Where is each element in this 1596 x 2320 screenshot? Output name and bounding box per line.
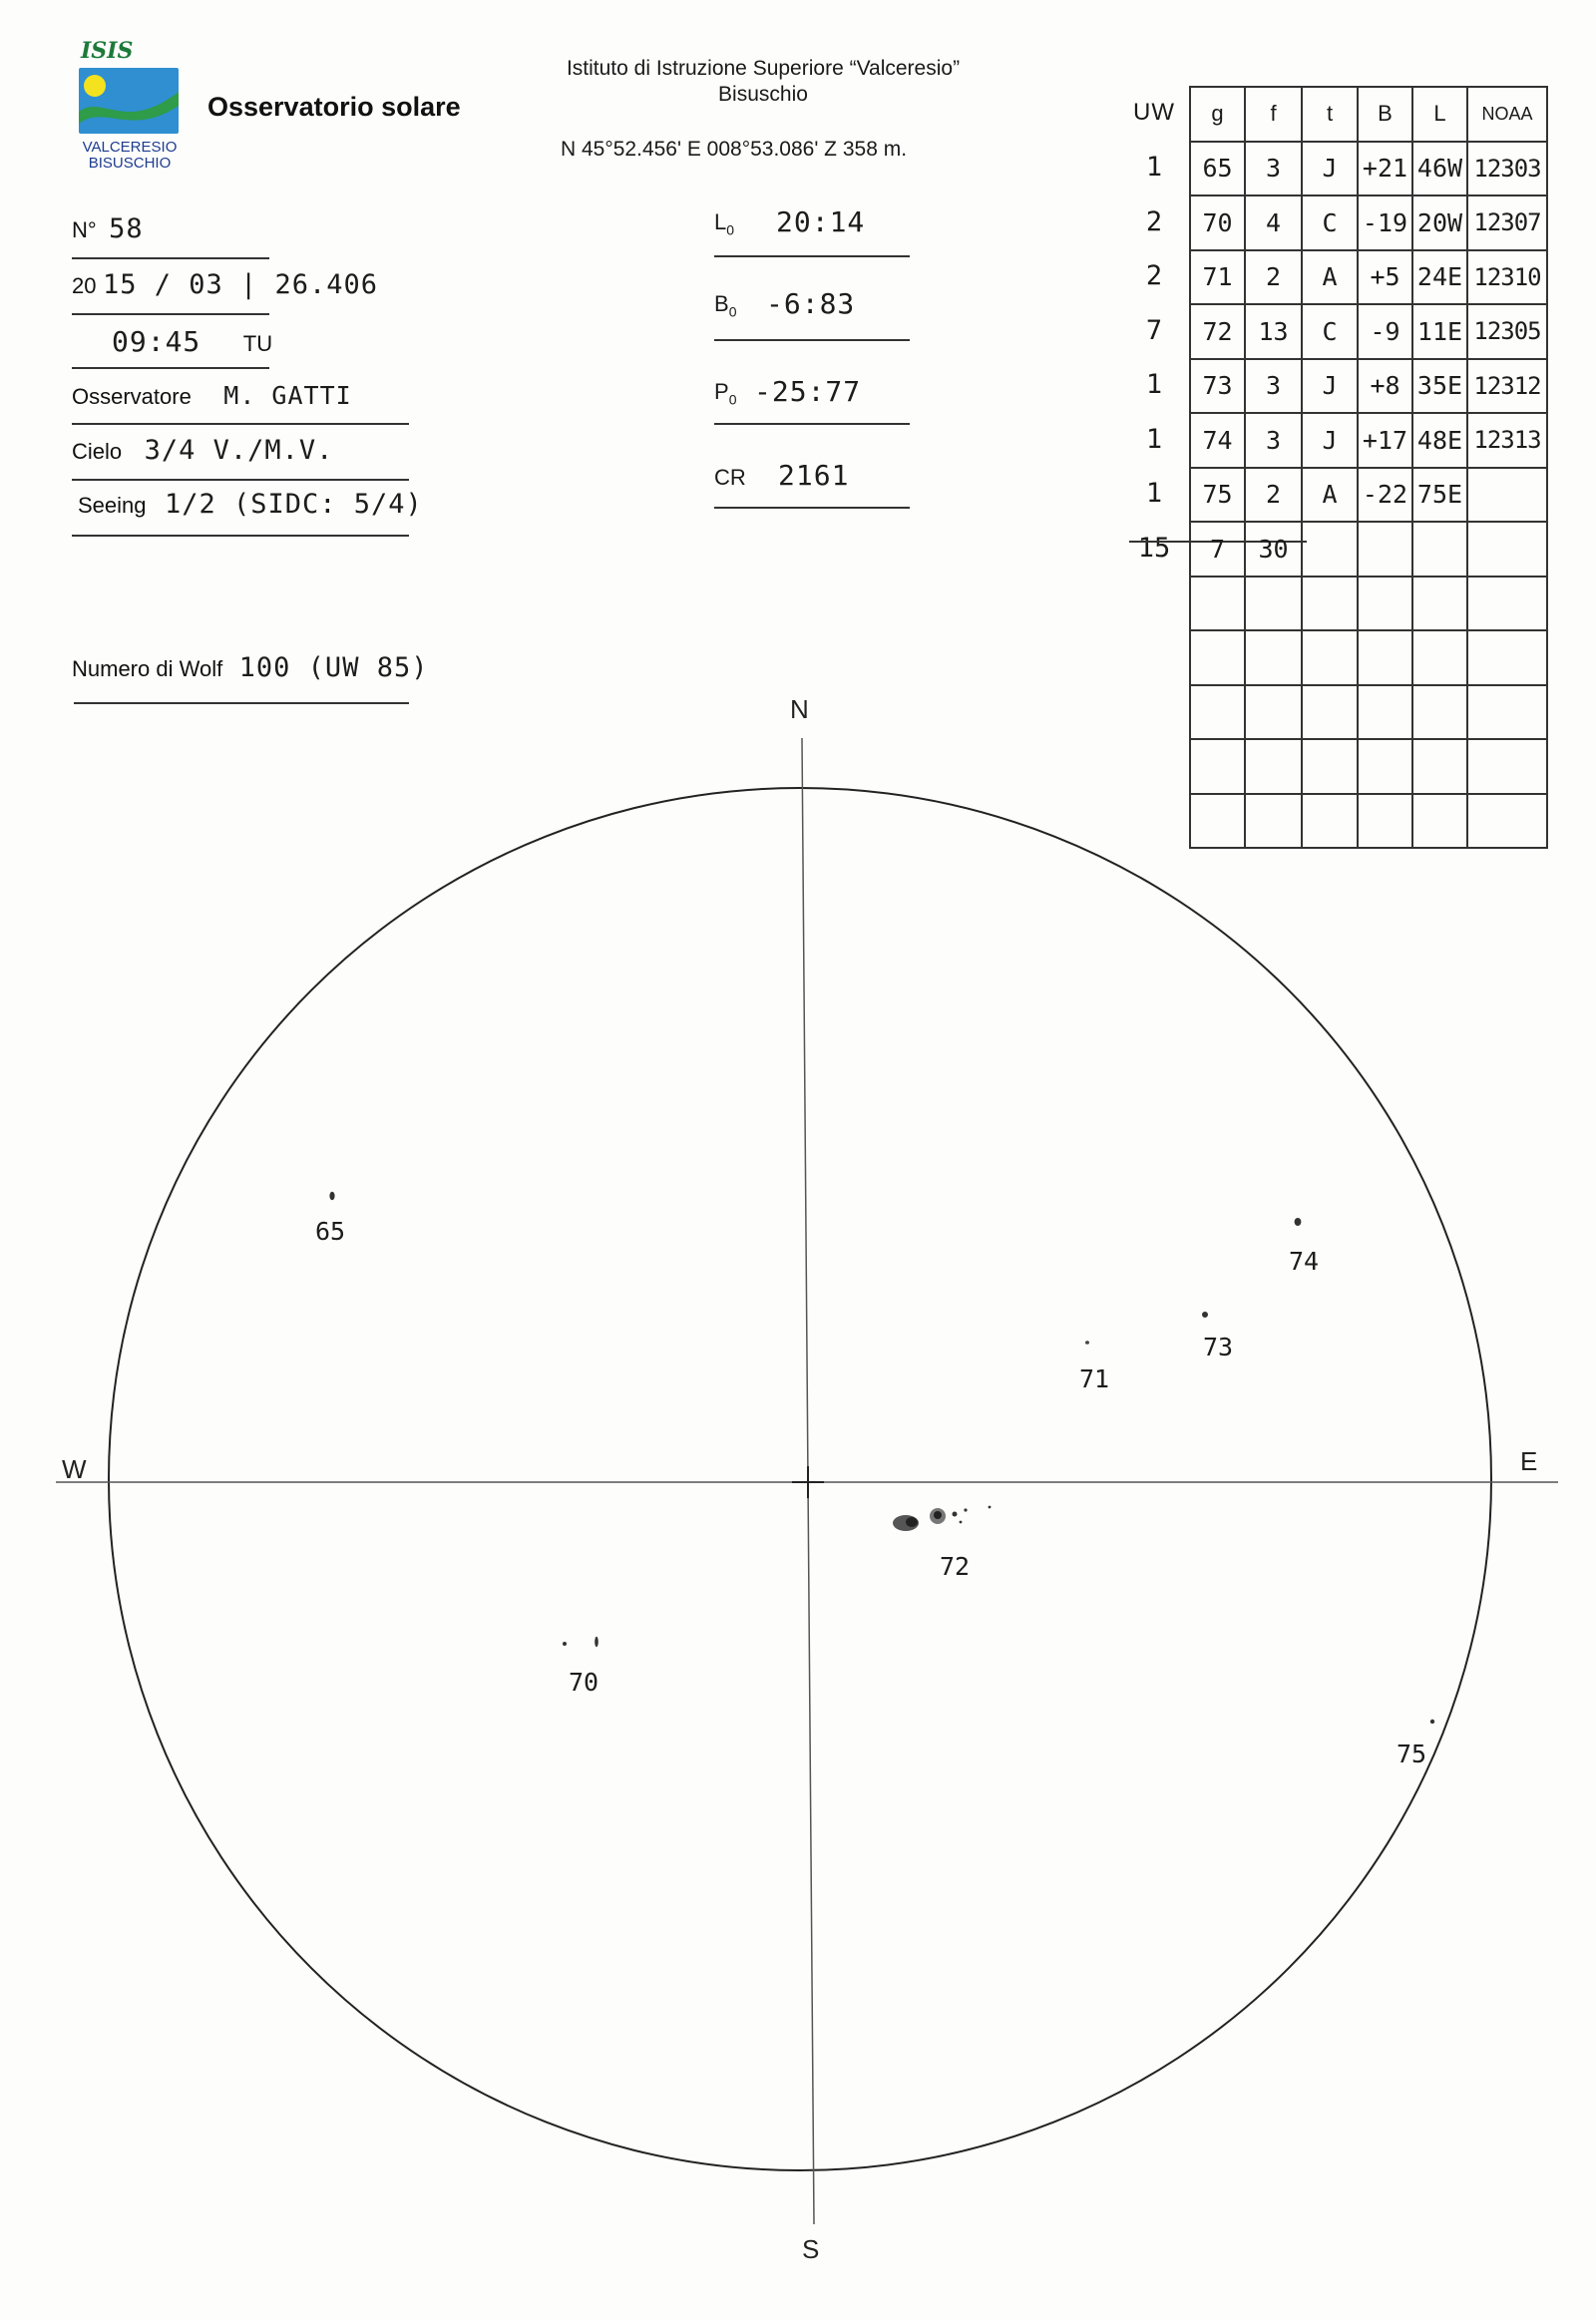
observation-date: 15 / 03 | 26.406 [102,269,379,300]
header-noaa: NOAA [1467,87,1547,142]
l0-value: 20:14 [776,205,866,238]
cell-b: +8 [1358,359,1412,414]
header-l: L [1412,87,1467,142]
cell-b: -22 [1358,468,1412,523]
uw-cell: 7 [1145,314,1163,346]
logo-caption-line1: VALCERESIO [82,139,178,156]
spot-72-d [964,1508,967,1511]
uw-cell: 1 [1145,369,1163,401]
west-label: W [62,1454,87,1484]
uw-cell: 1 [1145,478,1163,510]
cell-l: 20W [1412,195,1467,250]
cell-noaa: 12310 [1467,250,1547,305]
cell-g: 71 [1190,250,1245,305]
wolf-number: 100 (UW 85) [238,652,429,683]
uw-cell: 1 [1145,423,1163,455]
cell-t: J [1302,359,1358,414]
cell-t: J [1302,142,1358,196]
spot-72-f [989,1506,992,1509]
cell-t: A [1302,250,1358,305]
cell-noaa: 12303 [1467,142,1547,196]
cell-t: C [1302,195,1358,250]
group-label-73: 73 [1203,1333,1234,1361]
b0-value: -6:83 [766,287,856,320]
logo-caption-line2: BISUSCHIO [88,155,172,172]
cell-t: C [1302,304,1358,359]
institute-line2: Bisuschio [718,83,808,106]
spot-71 [1085,1341,1089,1345]
cell-noaa: 12312 [1467,359,1547,414]
spot-72-bcore [934,1511,942,1519]
spot-72-core [906,1517,918,1527]
cell-f: 2 [1245,250,1302,305]
header-t: t [1302,87,1358,142]
seeing-value: 1/2 (SIDC: 5/4) [164,489,423,520]
l0-label: $L_0$ [714,209,735,238]
b0-label: $B_0$ [714,291,737,320]
wolf-label: Numero di Wolf [72,656,223,681]
cell-t: J [1302,413,1358,468]
spot-74 [1295,1218,1302,1226]
total-g: 7 [1190,522,1245,577]
group-label-75: 75 [1396,1740,1427,1768]
time-unit: TU [242,331,273,356]
observation-time: 09:45 [112,325,201,358]
cr-label: CR [714,465,746,490]
cell-l: 48E [1412,413,1467,468]
spot-72-c [953,1512,958,1517]
cell-f: 13 [1245,304,1302,359]
cell-noaa: 12305 [1467,304,1547,359]
p0-label: $P_0$ [714,379,737,408]
cell-b: -19 [1358,195,1412,250]
header-f: f [1245,87,1302,142]
cell-b: +5 [1358,250,1412,305]
observatory-coordinates: N 45°52.456' E 008°53.086' Z 358 m. [561,138,908,161]
cell-b: +21 [1358,142,1412,196]
north-label: N [790,694,809,724]
observation-number: 58 [109,213,144,244]
p0-value: -25:77 [754,375,862,408]
cell-g: 74 [1190,413,1245,468]
spot-70-b [595,1637,598,1647]
observer-label: Osservatore [72,384,192,409]
cell-f: 3 [1245,359,1302,414]
observatory-title: Osservatorio solare [207,92,461,122]
cell-g: 65 [1190,142,1245,196]
cell-l: 24E [1412,250,1467,305]
east-label: E [1520,1446,1538,1476]
spot-72-e [960,1521,963,1524]
institute-line1: Istituto di Istruzione Superiore “Valceresio” [566,57,961,80]
uw-cell: 2 [1145,260,1163,292]
cell-l: 75E [1412,468,1467,523]
group-label-70: 70 [569,1668,599,1697]
south-label: S [802,2234,820,2264]
sky-label: Cielo [72,439,123,464]
sunspot-marks [329,1192,1434,1724]
cell-t: A [1302,468,1358,523]
group-label-72: 72 [940,1552,971,1581]
header-g: g [1190,87,1245,142]
spot-65 [329,1192,334,1200]
cell-g: 70 [1190,195,1245,250]
sky-value: 3/4 V./M.V. [144,435,334,466]
cell-g: 72 [1190,304,1245,359]
total-f: 30 [1245,522,1302,577]
cell-l: 11E [1412,304,1467,359]
cell-b: -9 [1358,304,1412,359]
spot-75 [1430,1720,1434,1724]
cell-l: 35E [1412,359,1467,414]
cell-noaa: 12307 [1467,195,1547,250]
uw-header: UW [1133,99,1175,127]
solar-disk-outline [109,788,1491,2170]
cr-value: 2161 [778,459,850,492]
cell-f: 2 [1245,468,1302,523]
uw-cell: 2 [1145,205,1163,237]
header-b: B [1358,87,1412,142]
cell-g: 75 [1190,468,1245,523]
spot-70-a [563,1642,567,1646]
date-prefix: 20 [72,273,97,298]
group-label-65: 65 [315,1217,346,1246]
uw-cell: 1 [1145,152,1163,184]
observer-name: M. GATTI [223,381,352,410]
number-label: N° [72,217,97,242]
cell-f: 4 [1245,195,1302,250]
group-label-74: 74 [1289,1247,1320,1276]
cell-noaa: 12313 [1467,413,1547,468]
seeing-label: Seeing [78,493,147,518]
cell-l: 46W [1412,142,1467,196]
cell-b: +17 [1358,413,1412,468]
uw-total: 15 [1137,532,1171,564]
cell-g: 73 [1190,359,1245,414]
spot-73 [1202,1312,1208,1318]
cell-f: 3 [1245,413,1302,468]
group-label-71: 71 [1079,1364,1110,1393]
cell-f: 3 [1245,142,1302,196]
logo-wordmark: ISIS [81,38,134,64]
